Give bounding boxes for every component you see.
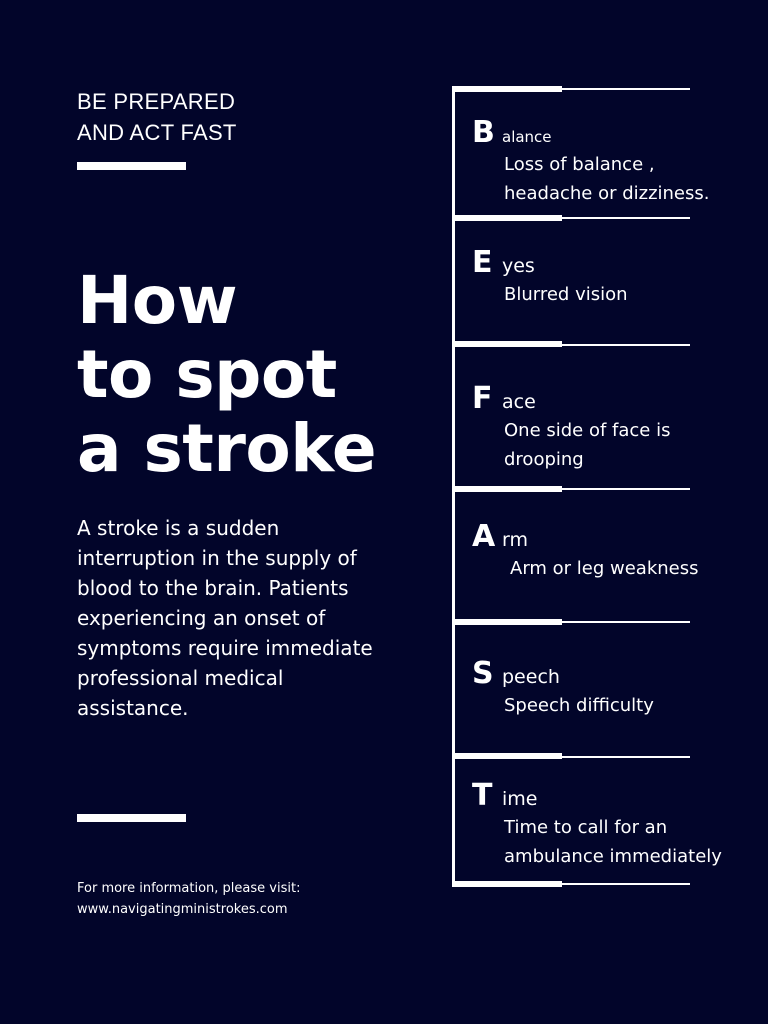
befast-description: Speech difficulty [504, 695, 654, 716]
befast-word: yes [502, 255, 535, 277]
ladder-rung-line [560, 217, 690, 219]
ladder-rung [452, 619, 562, 625]
befast-description: Time to call for an ambulance immediately [504, 817, 722, 867]
befast-letter: A [472, 519, 496, 554]
footer-url: www.navigatingministrokes.com [77, 902, 288, 917]
bottom-divider [77, 814, 186, 822]
ladder-rung-line [560, 488, 690, 490]
ladder-rung-line [560, 621, 690, 623]
ladder-rung [452, 486, 562, 492]
befast-letter: E [472, 245, 493, 280]
befast-letter: S [472, 656, 494, 691]
ladder-rail [452, 754, 455, 886]
befast-speech [472, 657, 752, 720]
tagline: BE PREPARED AND ACT FAST [77, 89, 237, 145]
footer-text: For more information, please visit: [77, 881, 301, 896]
ladder-rail [452, 490, 455, 620]
befast-word: peech [502, 666, 560, 688]
befast-arm [472, 520, 752, 583]
befast-word: ace [502, 391, 536, 413]
ladder-rail [452, 86, 455, 220]
ladder-rung [452, 881, 562, 887]
befast-time [472, 779, 752, 871]
footer [77, 878, 300, 920]
befast-description: One side of face is drooping [504, 420, 671, 470]
intro-paragraph: A stroke is a sudden interruption in the supply of blood to the brain. Patients experiencing an onset of symptoms require immediate professional medical assistance. [77, 516, 373, 720]
befast-letter: B [472, 115, 495, 150]
befast-word: ime [502, 788, 538, 810]
ladder-rung [452, 86, 562, 92]
ladder-rail [452, 620, 455, 754]
befast-balance [472, 116, 752, 208]
befast-description: Loss of balance , headache or dizziness. [504, 154, 710, 204]
ladder-rung-line [560, 344, 690, 346]
befast-face [472, 382, 752, 474]
befast-word: rm [502, 529, 528, 551]
ladder-rail [452, 346, 455, 490]
ladder-rung [452, 753, 562, 759]
ladder-rung-line [560, 883, 690, 885]
top-divider [77, 162, 186, 170]
ladder-rung [452, 341, 562, 347]
befast-letter: F [472, 381, 493, 416]
befast-word: alance [502, 128, 552, 146]
befast-letter: T [472, 778, 493, 813]
ladder-rung-line [560, 88, 690, 90]
befast-ladder [452, 86, 752, 886]
befast-description: Blurred vision [504, 284, 628, 305]
befast-description: Arm or leg weakness [510, 558, 699, 579]
ladder-rung-line [560, 756, 690, 758]
befast-eyes [472, 246, 752, 309]
page-title: How to spot a stroke [77, 262, 377, 487]
ladder-rail [452, 220, 455, 346]
ladder-rung [452, 215, 562, 221]
